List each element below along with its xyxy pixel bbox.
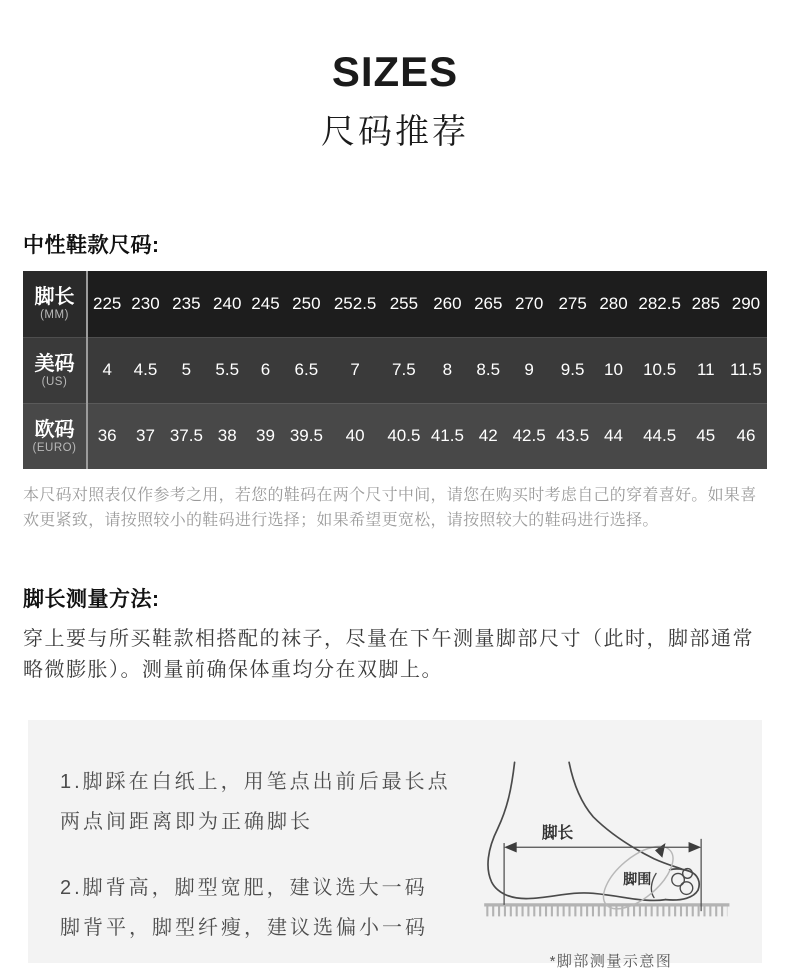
size-value-cell: 39 bbox=[256, 426, 275, 446]
size-value-cell: 8.5 bbox=[476, 360, 501, 380]
size-value-cell: 7.5 bbox=[392, 360, 416, 380]
size-table-row bbox=[23, 337, 767, 403]
size-value-cell: 40.5 bbox=[387, 426, 421, 446]
size-value-cell: 42 bbox=[478, 426, 498, 446]
size-value-cell: 37.5 bbox=[169, 426, 203, 446]
measure-method-description: 穿上要与所买鞋款相搭配的袜子，尽量在下午测量脚部尺寸（此时，脚部通常略微膨胀）。测量前确保体重均分在双脚上。 bbox=[23, 627, 754, 682]
size-chart-section bbox=[0, 229, 790, 687]
tip-1-line-2: 两点间距离即为正确脚长 bbox=[60, 810, 313, 833]
size-value-cell: 6 bbox=[260, 360, 271, 380]
tip-1 bbox=[60, 762, 472, 842]
size-value-cell: 36 bbox=[97, 426, 117, 446]
size-value-cell: 235 bbox=[172, 293, 201, 313]
girth-arrowhead bbox=[655, 843, 665, 858]
row-unit: (US) bbox=[41, 375, 68, 388]
size-value-cell: 39.5 bbox=[289, 426, 323, 446]
row-header bbox=[23, 403, 87, 469]
tip-2-line-1: 2.脚背高，脚型宽肥，建议选大一码 bbox=[60, 876, 428, 899]
size-value-cell: 245 bbox=[251, 293, 280, 313]
foot-girth-label: 脚围 bbox=[623, 870, 652, 887]
foot-outline bbox=[488, 762, 699, 900]
size-value-cell: 250 bbox=[292, 293, 321, 313]
size-value-cell: 280 bbox=[599, 293, 628, 313]
size-value-cell: 5 bbox=[181, 360, 192, 380]
row-label: 欧码 bbox=[34, 418, 75, 441]
page-subtitle: 尺码推荐 bbox=[321, 113, 469, 152]
size-value-cell: 46 bbox=[736, 426, 756, 446]
length-arrow-right bbox=[689, 842, 702, 852]
size-value-cell: 37 bbox=[136, 426, 155, 446]
size-value-cell: 265 bbox=[474, 293, 503, 313]
size-value-cell: 255 bbox=[389, 293, 419, 313]
measure-method-heading: 脚长测量方法: bbox=[23, 587, 160, 611]
size-value-cell: 9.5 bbox=[560, 360, 585, 380]
size-value-cell: 260 bbox=[433, 293, 462, 313]
size-value-cell: 40 bbox=[345, 426, 365, 446]
size-value-cell: 11 bbox=[696, 360, 715, 380]
size-value-cell: 285 bbox=[691, 293, 720, 313]
tip-2 bbox=[60, 868, 472, 948]
size-value-cell: 225 bbox=[92, 293, 122, 313]
size-value-cell: 9 bbox=[524, 360, 534, 380]
size-value-cell: 10.5 bbox=[643, 360, 677, 380]
size-value-cell: 252.5 bbox=[333, 293, 377, 313]
measurement-tips-box bbox=[28, 720, 762, 970]
size-value-cell: 11.5 bbox=[730, 360, 762, 380]
measurement-tips bbox=[60, 756, 472, 948]
page-header bbox=[0, 0, 790, 153]
size-value-cell: 240 bbox=[213, 293, 242, 313]
size-value-cell: 8 bbox=[442, 360, 453, 380]
size-value-cell: 6.5 bbox=[294, 360, 319, 380]
row-label: 脚长 bbox=[34, 286, 75, 309]
size-value-cell: 5.5 bbox=[215, 360, 240, 380]
size-table-row bbox=[23, 403, 767, 469]
row-header bbox=[23, 337, 87, 403]
tip-2-line-2: 脚背平，脚型纤瘦，建议选偏小一码 bbox=[60, 916, 428, 939]
size-value-cell: 43.5 bbox=[556, 426, 590, 446]
size-value-cell: 45 bbox=[696, 426, 716, 446]
unisex-sizes-heading: 中性鞋款尺码: bbox=[23, 234, 160, 258]
size-value-cell: 44.5 bbox=[643, 426, 677, 446]
size-value-cell: 44 bbox=[604, 426, 623, 446]
row-unit: (MM) bbox=[40, 309, 69, 322]
size-value-cell: 282.5 bbox=[638, 293, 681, 313]
length-arrow-left bbox=[504, 842, 517, 852]
foot-measure-diagram bbox=[472, 758, 750, 971]
size-chart-note: 本尺码对照表仅作参考之用，若您的鞋码在两个尺寸中间，请您在购买时考虑自己的穿着喜好。如果喜欢更紧致，请按照较小的鞋码进行选择；如果希望更宽松，请按照较大的鞋码进行选择。 bbox=[23, 487, 757, 529]
size-value-cell: 10 bbox=[604, 360, 623, 380]
page-title: SIZES bbox=[331, 48, 459, 95]
row-header bbox=[23, 271, 87, 337]
size-value-cell: 4.5 bbox=[133, 360, 158, 380]
size-value-cell: 4 bbox=[102, 360, 112, 380]
size-value-cell: 38 bbox=[217, 426, 237, 446]
size-value-cell: 230 bbox=[131, 293, 160, 313]
diagram-caption: *脚部测量示意图 bbox=[549, 952, 673, 970]
row-label: 美码 bbox=[34, 352, 75, 375]
row-unit: (EURO) bbox=[32, 441, 77, 454]
tip-1-line-1: 1.脚踩在白纸上，用笔点出前后最长点 bbox=[60, 770, 451, 793]
size-table-row bbox=[23, 271, 767, 337]
size-value-cell: 42.5 bbox=[512, 426, 546, 446]
size-chart-table bbox=[23, 271, 767, 469]
size-value-cell: 41.5 bbox=[430, 426, 464, 446]
size-value-cell: 7 bbox=[350, 360, 360, 380]
foot-length-label: 脚长 bbox=[541, 824, 574, 842]
size-value-cell: 290 bbox=[731, 293, 761, 313]
size-table-body bbox=[23, 271, 767, 469]
size-value-cell: 275 bbox=[558, 293, 587, 313]
size-value-cell: 270 bbox=[514, 293, 544, 313]
foot-diagram-graphic bbox=[480, 758, 742, 948]
